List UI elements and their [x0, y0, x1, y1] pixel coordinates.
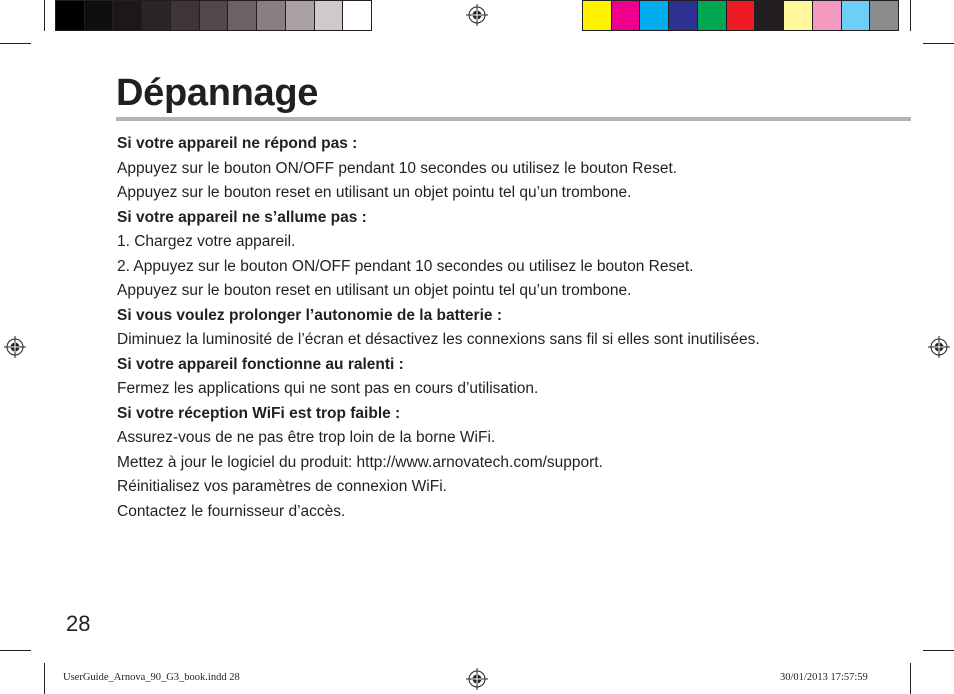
section-heading: Si votre appareil ne s’allume pas : [117, 208, 367, 226]
slug-datetime: 30/01/2013 17:57:59 [780, 672, 868, 683]
slug-file-info: UserGuide_Arnova_90_G3_book.indd 28 [63, 672, 240, 683]
process-color-swatch [727, 1, 756, 30]
crop-mark-top-right-vertical [910, 0, 911, 31]
page-title: Dépannage [116, 72, 319, 114]
grayscale-swatch [343, 1, 371, 30]
grayscale-swatch [200, 1, 229, 30]
grayscale-swatch [228, 1, 257, 30]
crop-mark-top-left-vertical [44, 0, 45, 31]
registration-mark-left-icon [4, 336, 26, 358]
instruction-text: Diminuez la luminosité de l’écran et désactivez les connexions sans fil si elles sont inutilisées. [117, 331, 760, 348]
grayscale-swatch [315, 1, 344, 30]
grayscale-swatch [142, 1, 171, 30]
process-color-swatch [640, 1, 669, 30]
grayscale-swatch [56, 1, 85, 30]
process-color-swatch [755, 1, 784, 30]
grayscale-swatch [171, 1, 200, 30]
grayscale-swatch [286, 1, 315, 30]
registration-mark-right-icon [928, 336, 950, 358]
page-number: 28 [66, 611, 91, 636]
grayscale-swatch [113, 1, 142, 30]
registration-mark-top-icon [466, 4, 488, 26]
registration-mark-bottom-icon [466, 668, 488, 690]
section-heading: Si votre appareil fonctionne au ralenti : [117, 355, 404, 373]
troubleshooting-content [117, 132, 907, 524]
process-color-bar [582, 0, 899, 31]
instruction-text: Fermez les applications qui ne sont pas en cours d’utilisation. [117, 380, 539, 397]
crop-mark-bottom-right-vertical [910, 663, 911, 694]
grayscale-swatch [85, 1, 114, 30]
section-heading: Si vous voulez prolonger l’autonomie de la batterie : [117, 306, 502, 324]
process-color-swatch [813, 1, 842, 30]
process-color-swatch [698, 1, 727, 30]
crop-mark-top-right-horizontal [923, 43, 954, 44]
process-color-swatch [842, 1, 871, 30]
instruction-text: Assurez-vous de ne pas être trop loin de la borne WiFi. [117, 429, 496, 446]
instruction-text: Appuyez sur le bouton ON/OFF pendant 10 secondes ou utilisez le bouton Reset. [117, 159, 678, 177]
crop-mark-bottom-left-vertical [44, 663, 45, 694]
instruction-text: 2. Appuyez sur le bouton ON/OFF pendant 10 secondes ou utilisez le bouton Reset. [117, 257, 694, 275]
process-color-swatch [583, 1, 612, 30]
process-color-swatch [669, 1, 698, 30]
process-color-swatch [870, 1, 898, 30]
section-heading: Si votre réception WiFi est trop faible : [117, 404, 401, 422]
instruction-text: Réinitialisez vos paramètres de connexion WiFi. [117, 478, 447, 495]
process-color-swatch [612, 1, 641, 30]
instruction-text: Appuyez sur le bouton reset en utilisant un objet pointu tel qu’un trombone. [117, 282, 632, 299]
instruction-text: Contactez le fournisseur d’accès. [117, 502, 346, 520]
crop-mark-top-left-horizontal [0, 43, 31, 44]
grayscale-swatch [257, 1, 286, 30]
grayscale-color-bar [55, 0, 372, 31]
process-color-swatch [784, 1, 813, 30]
instruction-text: 1. Chargez votre appareil. [117, 233, 296, 250]
crop-mark-bottom-right-horizontal [923, 650, 954, 651]
instruction-text: Appuyez sur le bouton reset en utilisant un objet pointu tel qu’un trombone. [117, 184, 632, 201]
title-divider [116, 117, 911, 121]
instruction-text: Mettez à jour le logiciel du produit: http://www.arnovatech.com/support. [117, 453, 603, 471]
crop-mark-bottom-left-horizontal [0, 650, 31, 651]
section-heading: Si votre appareil ne répond pas : [117, 135, 358, 152]
